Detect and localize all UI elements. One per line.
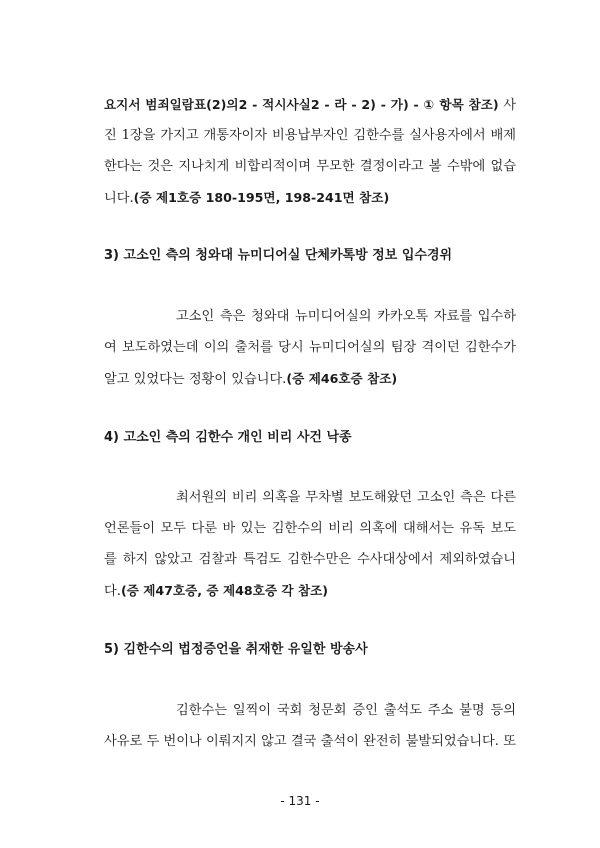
section-heading: 3) 고소인 측의 청와대 뉴미디어실 단체카톡방 정보 입수경위 bbox=[104, 248, 453, 263]
citation-text: (증 제46호증 참조) bbox=[286, 371, 398, 386]
paragraph-line: 알고 있었다는 정황이 있습니다.(증 제46호증 참조) bbox=[104, 371, 398, 387]
paragraph-line: 요지서 범죄일람표(2)의2 - 적시사실2 - 라 - 2) - 가) - ① 항목 참조) 사 bbox=[104, 97, 516, 113]
citation-text: 요지서 범죄일람표(2)의2 - 적시사실2 - 라 - 2) - 가) - ① 항목 참조) bbox=[104, 97, 499, 112]
paragraph-line: 최서원의 비리 의혹을 무차별 보도해왔던 고소인 측은 다른 bbox=[176, 490, 516, 505]
paragraph-line: 사유로 두 번이나 이뤄지지 않고 결국 출석이 완전히 불발되었습니다. 또 bbox=[104, 734, 516, 749]
paragraph-line: 를 하지 않았고 검찰과 특검도 김한수만은 수사대상에서 제외하였습니 bbox=[104, 552, 516, 567]
paragraph-line: 김한수는 일찍이 국회 청문회 증인 출석도 주소 불명 등의 bbox=[176, 703, 516, 718]
paragraph-line: 여 보도하였는데 이의 출처를 당시 뉴미디어실의 팀장 격이던 김한수가 bbox=[104, 340, 516, 355]
paragraph-line: 다.(증 제47호증, 증 제48호증 각 참조) bbox=[104, 583, 329, 599]
paragraph-line: 한다는 것은 지나치게 비합리적이며 무모한 결정이라고 볼 수밖에 없습 bbox=[104, 159, 516, 174]
citation-text: (증 제1호증 180-195면, 198-241면 참조) bbox=[133, 190, 390, 205]
paragraph-line: 진 1장을 가지고 개통자이자 비용납부자인 김한수를 실사용자에서 배제 bbox=[104, 128, 516, 143]
paragraph-line: 언론들이 모두 다룬 바 있는 김한수의 비리 의혹에 대해서는 유독 보도 bbox=[104, 521, 516, 536]
section-heading: 5) 김한수의 법정증언을 취재한 유일한 방송사 bbox=[104, 642, 368, 657]
section-heading: 4) 고소인 측의 김한수 개인 비리 사건 낙종 bbox=[104, 430, 352, 445]
paragraph-line: 니다.(증 제1호증 180-195면, 198-241면 참조) bbox=[104, 190, 390, 206]
paragraph-line: 고소인 측은 청와대 뉴미디어실의 카카오톡 자료를 입수하 bbox=[176, 309, 516, 324]
page-number: - 131 - bbox=[280, 794, 320, 808]
citation-text: (증 제47호증, 증 제48호증 각 참조) bbox=[120, 583, 329, 598]
